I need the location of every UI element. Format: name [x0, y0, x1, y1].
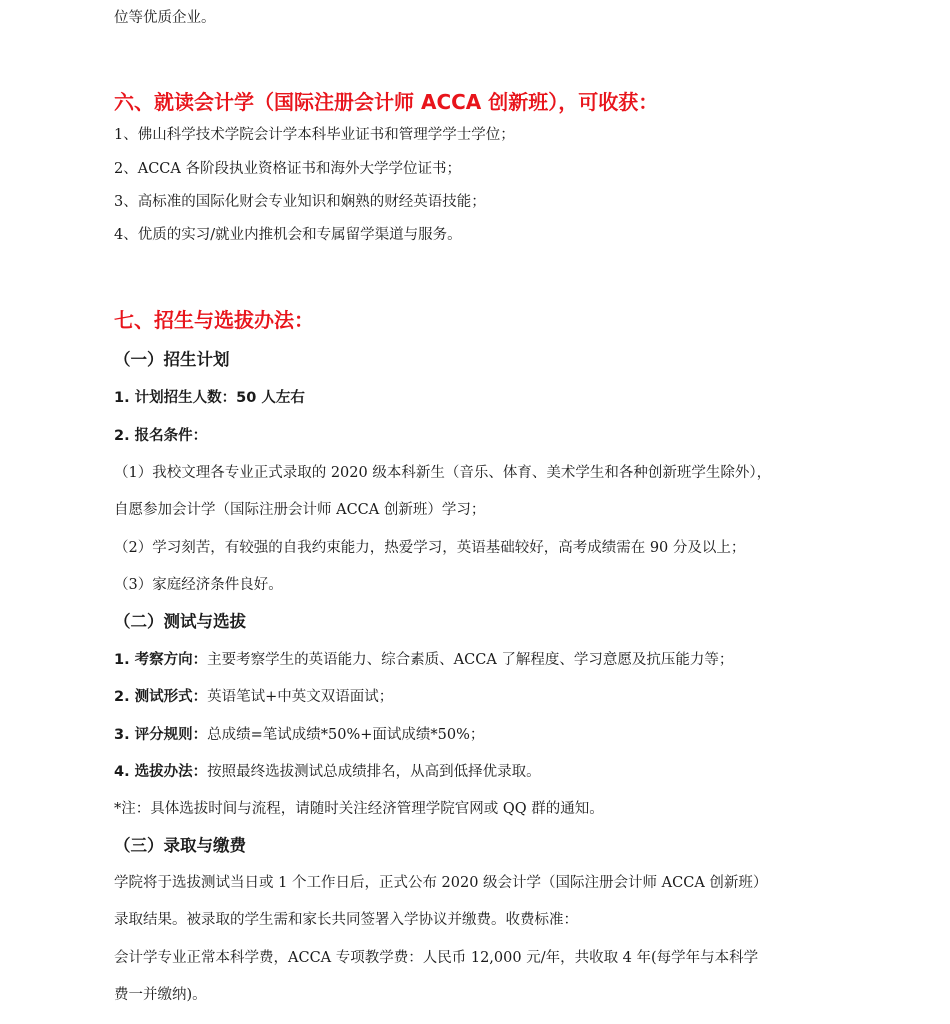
admission-line-3: 会计学专业正常本科学费，ACCA 专项教学费：人民币 12,000 元/年，共收取 4 年(每学年与本科学 [114, 950, 759, 966]
test-item-2 [114, 687, 393, 707]
test-item-2-label: 2. 测试形式： [114, 689, 208, 705]
section-6-item-4: 4、优质的实习/就业内推机会和专属留学渠道与服务。 [114, 227, 462, 243]
test-item-1 [114, 650, 733, 670]
section-6-item-3: 3、高标准的国际化财会专业知识和娴熟的财经英语技能； [114, 194, 486, 210]
condition-1-line-1: （1）我校文理各专业正式录取的 2020 级本科新生（音乐、体育、美术学生和各种创新班学生除外）， [114, 465, 772, 481]
admission-line-2: 录取结果。被录取的学生需和家长共同签署入学协议并缴费。收费标准： [114, 912, 578, 928]
plan-item-2: 2. 报名条件： [114, 428, 208, 444]
test-item-4-text: 按照最终选拔测试总成绩排名，从高到低择优录取。 [207, 764, 541, 780]
condition-3: （3）家庭经济条件良好。 [114, 577, 283, 593]
condition-2: （2）学习刻苦，有较强的自我约束能力，热爱学习，英语基础较好，高考成绩需在 90 分及以上； [114, 540, 746, 556]
admission-line-1: 学院将于选拔测试当日或 1 个工作日后，正式公布 2020 级会计学（国际注册会计师 ACCA 创新班） [114, 875, 768, 891]
test-heading: （二）测试与选拔 [114, 612, 246, 631]
admission-line-4: 费一并缴纳)。 [114, 987, 207, 1003]
test-item-4-label: 4. 选拔办法： [114, 764, 208, 780]
test-item-2-text: 英语笔试+中英文双语面试； [207, 689, 394, 705]
admission-heading: （三）录取与缴费 [114, 836, 246, 855]
test-item-3 [114, 725, 484, 745]
test-item-4 [114, 762, 541, 782]
plan-heading: （一）招生计划 [114, 350, 230, 369]
test-item-1-label: 1. 考察方向： [114, 652, 208, 668]
test-item-3-label: 3. 评分规则： [114, 727, 208, 743]
section-6-heading: 六、就读会计学（国际注册会计师 ACCA 创新班），可收获： [114, 90, 659, 114]
section-7-heading: 七、招生与选拔办法： [114, 308, 314, 332]
test-item-3-text: 总成绩=笔试成绩*50%+面试成绩*50%； [207, 727, 485, 743]
section-6-item-1: 1、佛山科学技术学院会计学本科毕业证书和管理学学士学位； [114, 127, 515, 143]
test-item-1-text: 主要考察学生的英语能力、综合素质、ACCA 了解程度、学习意愿及抗压能力等； [207, 652, 734, 668]
top-fragment: 位等优质企业。 [114, 10, 216, 26]
section-6-item-2: 2、ACCA 各阶段执业资格证书和海外大学学位证书； [114, 161, 461, 177]
test-note: *注：具体选拔时间与流程，请随时关注经济管理学院官网或 QQ 群的通知。 [114, 801, 604, 817]
plan-item-1: 1. 计划招生人数：50 人左右 [114, 390, 305, 406]
condition-1-line-2: 自愿参加会计学（国际注册会计师 ACCA 创新班）学习； [114, 502, 486, 518]
